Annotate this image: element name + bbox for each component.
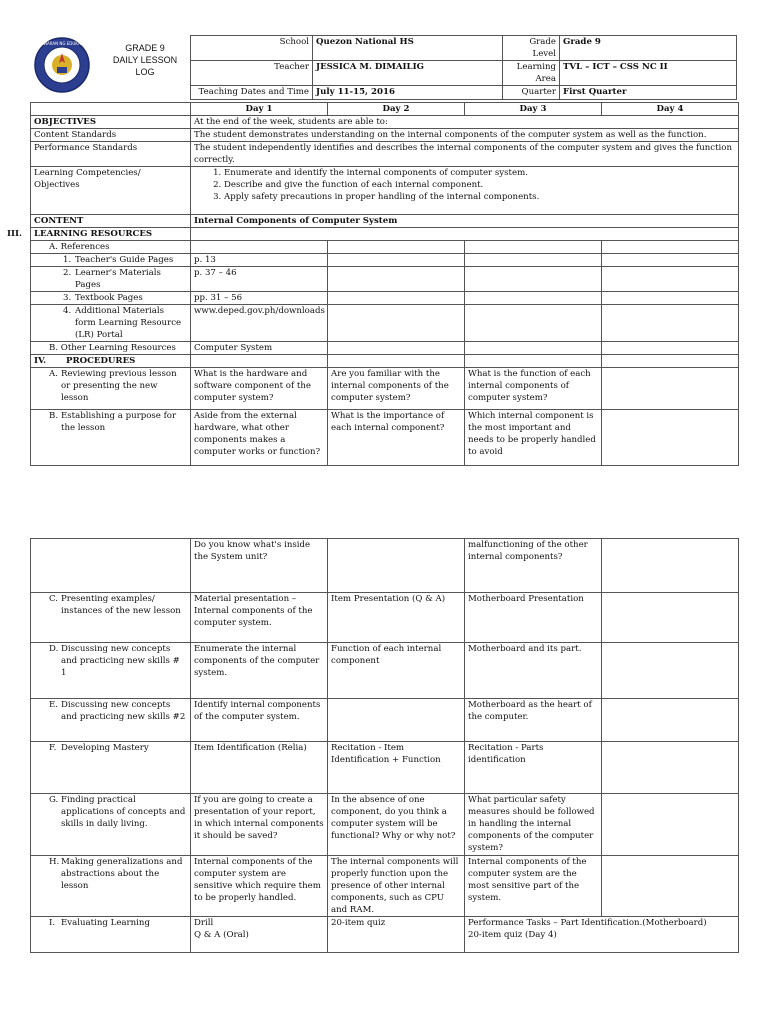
header-info-table: [190, 35, 737, 100]
tg-value: p. 13: [191, 254, 328, 267]
procedure-b-day2: What is the importance of each internal component?: [328, 410, 465, 466]
procedure-c-day2: Item Presentation (Q & A): [328, 593, 465, 643]
teacher-value: JESSICA M. DIMAILIG: [313, 61, 503, 86]
competency-item: 3. Apply safety precautions in proper handling of the internal components.: [224, 191, 735, 203]
references-label: A. References: [31, 241, 191, 254]
procedure-d-day2: Function of each internal component: [328, 643, 465, 699]
procedure-a-day1: What is the hardware and software component of the computer system?: [191, 368, 328, 410]
objectives-label: OBJECTIVES: [31, 116, 191, 129]
dates-value: July 11-15, 2016: [313, 86, 503, 100]
teacher-label: Teacher: [191, 61, 313, 86]
procedure-d-day1: Enumerate the internal components of the computer system.: [191, 643, 328, 699]
procedure-h-label: H. Making generalizations and abstractions about the lesson: [31, 856, 191, 917]
procedure-g-day3: What particular safety measures should be followed in handling the internal components of the computer system?: [465, 794, 602, 856]
other-resources-value: Computer System: [191, 342, 328, 355]
procedure-h-day1: Internal components of the computer system are sensitive which require them to be properly handled.: [191, 856, 328, 917]
lesson-log-table: [7, 102, 739, 466]
procedure-a-day3: What is the function of each internal components of computer system?: [465, 368, 602, 410]
document-title: GRADE 9 DAILY LESSON LOG: [112, 43, 178, 77]
procedure-e-day1: Identify internal components of the computer system.: [191, 699, 328, 742]
procedure-e-label: E. Discussing new concepts and practicing new skills #2: [31, 699, 191, 742]
procedure-c-label: C. Presenting examples/ instances of the new lesson: [31, 593, 191, 643]
lesson-log-table-continued: [30, 538, 739, 953]
procedure-i-day2: 20-item quiz: [328, 917, 465, 953]
dates-label: Teaching Dates and Time: [191, 86, 313, 100]
competencies-label: Learning Competencies/ Objectives: [31, 167, 191, 215]
procedure-i-day1: Drill Q & A (Oral): [191, 917, 328, 953]
procedure-g-day1: If you are going to create a presentation of your report, in which internal components it should be saved?: [191, 794, 328, 856]
day-header-1: Day 1: [191, 103, 328, 116]
tg-label: 1. Teacher's Guide Pages: [31, 254, 191, 267]
procedure-d-day3: Motherboard and its part.: [465, 643, 602, 699]
procedure-f-day3: Recitation - Parts identification: [465, 742, 602, 794]
competency-item: 2. Describe and give the function of each internal component.: [224, 179, 735, 191]
procedure-b-day3: Which internal component is the most important and needs to be properly handled to avoid: [465, 410, 602, 466]
lr-value: www.deped.gov.ph/downloads: [191, 305, 328, 342]
procedure-f-day2: Recitation - Item Identification + Function: [328, 742, 465, 794]
procedure-c-day3: Motherboard Presentation: [465, 593, 602, 643]
procedure-f-label: F. Developing Mastery: [31, 742, 191, 794]
procedure-d-label: D. Discussing new concepts and practicing new skills # 1: [31, 643, 191, 699]
procedure-f-day1: Item Identification (Relia): [191, 742, 328, 794]
day-header-2: Day 2: [328, 103, 465, 116]
content-standards-label: Content Standards: [31, 129, 191, 142]
performance-standards-label: Performance Standards: [31, 142, 191, 167]
procedure-b-day1-cont: Do you know what's inside the System unit?: [191, 539, 328, 593]
lm-value: p. 37 – 46: [191, 267, 328, 292]
deped-seal: [33, 36, 91, 98]
day-header-3: Day 3: [465, 103, 602, 116]
procedure-c-day1: Material presentation – Internal components of the computer system.: [191, 593, 328, 643]
content-label: CONTENT: [31, 215, 191, 228]
svg-text:KAGAWARAN NG EDUKASYON: KAGAWARAN NG EDUKASYON: [33, 41, 91, 46]
lr-label: 4. Additional Materials form Learning Resource (LR) Portal: [31, 305, 191, 342]
tb-label: 3. Textbook Pages: [31, 292, 191, 305]
procedure-a-label: A. Reviewing previous lesson or presenting the new lesson: [31, 368, 191, 410]
content-value: Internal Components of Computer System: [191, 215, 739, 228]
school-value: Quezon National HS: [313, 36, 503, 61]
procedure-i-label: I. Evaluating Learning: [31, 917, 191, 953]
procedure-a-day2: Are you familiar with the internal components of the computer system?: [328, 368, 465, 410]
procedure-i-day3: Performance Tasks – Part Identification.(Motherboard) 20-item quiz (Day 4): [465, 917, 739, 953]
lm-label: 2. Learner's Materials Pages: [31, 267, 191, 292]
resources-roman: III.: [7, 229, 23, 239]
competency-item: 1. Enumerate and identify the internal components of computer system.: [224, 167, 735, 179]
learning-area-label: Learning Area: [503, 61, 560, 86]
procedure-e-day3: Motherboard as the heart of the computer.: [465, 699, 602, 742]
quarter-label: Quarter: [503, 86, 560, 100]
procedure-g-label: G. Finding practical applications of concepts and skills in daily living.: [31, 794, 191, 856]
performance-standards-value: The student independently identifies and describes the internal components of the computer system and gives the function correctly.: [191, 142, 739, 167]
tb-value: pp. 31 – 56: [191, 292, 328, 305]
other-resources-label: B. Other Learning Resources: [31, 342, 191, 355]
procedure-b-day1: Aside from the external hardware, what other components makes a computer works or function?: [191, 410, 328, 466]
learning-area-value: TVL – ICT – CSS NC II: [560, 61, 737, 86]
content-standards-value: The student demonstrates understanding on the internal components of the computer system as well as the function.: [191, 129, 739, 142]
grade-level-value: Grade 9: [560, 36, 737, 61]
objectives-intro: At the end of the week, students are able to:: [191, 116, 739, 129]
procedure-b-day3-cont: malfunctioning of the other internal components?: [465, 539, 602, 593]
grade-level-label: Grade Level: [503, 36, 560, 61]
competencies-list: [191, 167, 739, 215]
procedure-b-label: B. Establishing a purpose for the lesson: [31, 410, 191, 466]
procedure-g-day2: In the absence of one component, do you think a computer system will be functional? Why or why not?: [328, 794, 465, 856]
procedure-h-day3: Internal components of the computer system are the most sensitive part of the system.: [465, 856, 602, 917]
school-label: School: [191, 36, 313, 61]
procedures-roman: IV.: [34, 356, 47, 366]
quarter-value: First Quarter: [560, 86, 737, 100]
learning-resources-label: III. LEARNING RESOURCES: [31, 228, 191, 241]
procedure-h-day2: The internal components will properly function upon the presence of other internal components, such as CPU and RAM.: [328, 856, 465, 917]
day-header-4: Day 4: [602, 103, 739, 116]
procedures-label: IV. PROCEDURES: [31, 355, 191, 368]
